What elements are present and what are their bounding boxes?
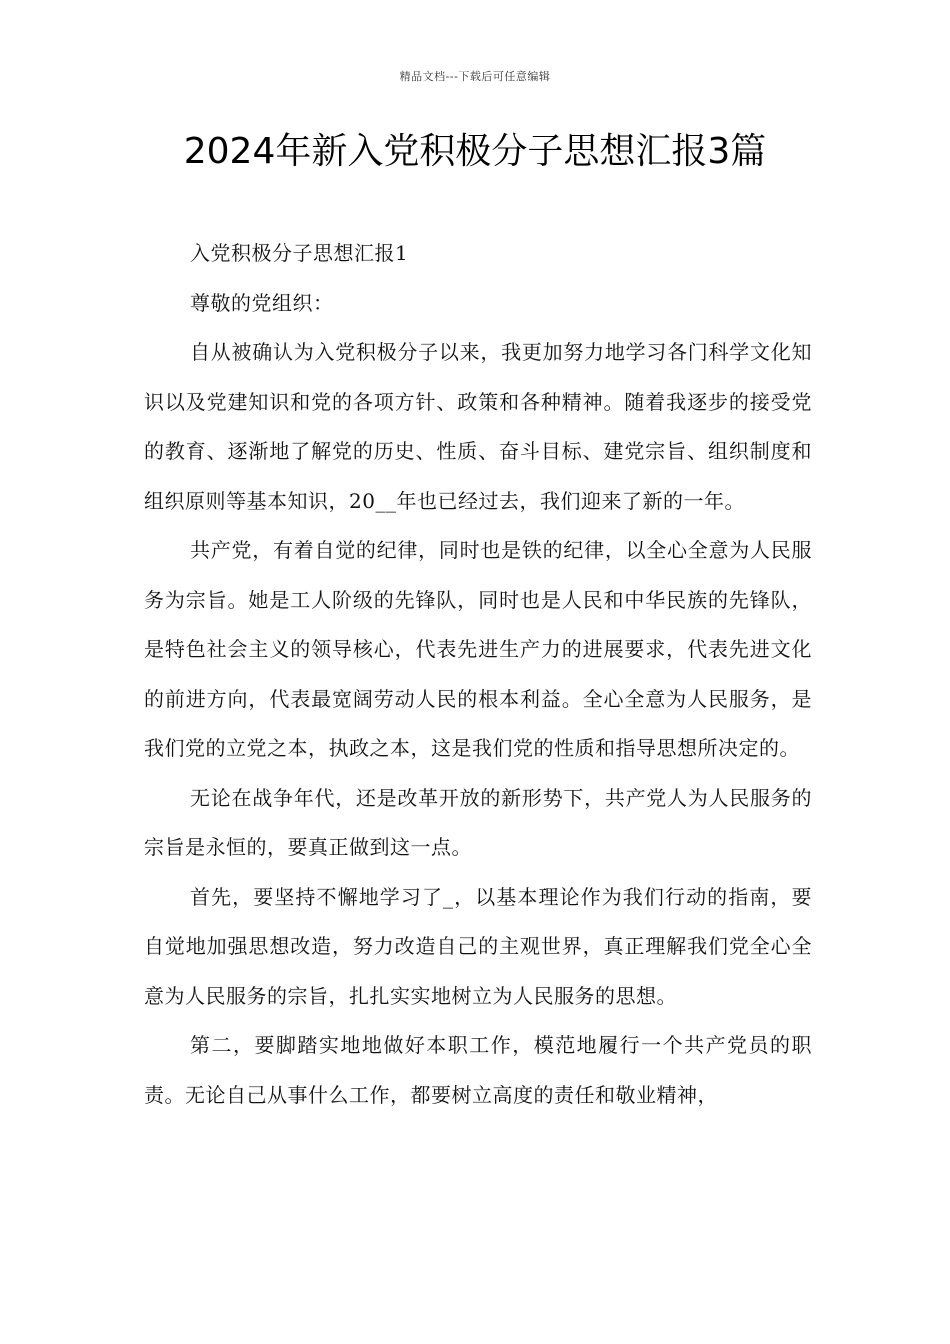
body-paragraph: 无论在战争年代，还是改革开放的新形势下，共产党人为人民服务的宗旨是永恒的，要真正做到这一点。 (144, 785, 812, 859)
body-paragraph: 自从被确认为入党积极分子以来，我更加努力地学习各门科学文化知识以及党建知识和党的各项方针、政策和各种精神。随着我逐步的接受党的教育、逐渐地了解党的历史、性质、奋斗目标、建党宗旨、组织制度和组织原则等基本知识，20__年也已经过去，我们迎来了新的一年。 (144, 340, 812, 513)
section-heading: 入党积极分子思想汇报1 (190, 241, 409, 265)
document-body (144, 229, 812, 1120)
header-note: 精品文档---下载后可任意编辑 (399, 70, 551, 83)
body-paragraph: 首先，要坚持不懈地学习了_，以基本理论作为我们行动的指南，要自觉地加强思想改造，努力改造自己的主观世界，真正理解我们党全心全意为人民服务的宗旨，扎扎实实地树立为人民服务的思想。 (144, 884, 812, 1008)
body-paragraph: 共产党，有着自觉的纪律，同时也是铁的纪律，以全心全意为人民服务为宗旨。她是工人阶级的先锋队，同时也是人民和中华民族的先锋队，是特色社会主义的领导核心，代表先进生产力的进展要求，代表先进文化的前进方向，代表最宽阔劳动人民的根本利益。全心全意为人民服务，是我们党的立党之本，执政之本，这是我们党的性质和指导思想所决定的。 (144, 538, 812, 760)
document-title: 2024年新入党积极分子思想汇报3篇 (183, 131, 767, 172)
salutation: 尊敬的党组织： (190, 290, 334, 315)
body-paragraph: 第二，要脚踏实地地做好本职工作，模范地履行一个共产党员的职责。无论自己从事什么工作，都要树立高度的责任和敬业精神， (144, 1033, 812, 1107)
